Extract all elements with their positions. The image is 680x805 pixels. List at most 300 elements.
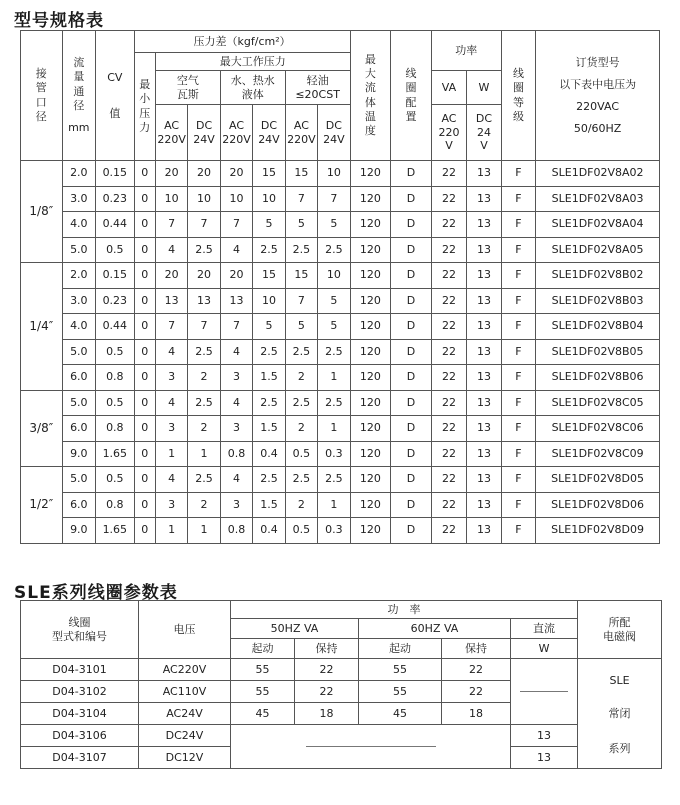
cv-value: 0.5 bbox=[96, 390, 135, 416]
air-ac220: 10 bbox=[155, 186, 187, 212]
power-va: 22 bbox=[431, 390, 467, 416]
cv-value: 0.5 bbox=[96, 237, 135, 263]
air-ac220: 13 bbox=[155, 288, 187, 314]
min-pressure: 0 bbox=[134, 161, 155, 187]
coil-config: D bbox=[391, 365, 432, 391]
power-va: 22 bbox=[431, 161, 467, 187]
coil-config-header: 线 圈 配 置 bbox=[391, 31, 432, 161]
cv-value: 1.65 bbox=[96, 518, 135, 544]
power-w: 13 bbox=[467, 314, 501, 340]
spec-row bbox=[21, 390, 660, 416]
cv-value: 0.5 bbox=[96, 339, 135, 365]
max-temp: 120 bbox=[350, 237, 391, 263]
air-dc24: 20 bbox=[188, 263, 220, 289]
power-va: 22 bbox=[431, 492, 467, 518]
max-temp: 120 bbox=[350, 314, 391, 340]
spec-row bbox=[21, 288, 660, 314]
power-va: 22 bbox=[431, 288, 467, 314]
flow-bore: 6.0 bbox=[62, 492, 95, 518]
hz50-header: 50HZ VA bbox=[231, 619, 359, 639]
water-ac220: 3 bbox=[220, 492, 252, 518]
flow-bore: 4.0 bbox=[62, 212, 95, 238]
cv-value: 0.8 bbox=[96, 416, 135, 442]
power-w: 13 bbox=[467, 467, 501, 493]
water-dc24: 2.5 bbox=[253, 237, 285, 263]
air-ac220: 4 bbox=[155, 390, 187, 416]
oil-dc24: 2.5 bbox=[318, 237, 350, 263]
coil-config: D bbox=[391, 186, 432, 212]
coil-grade: F bbox=[501, 263, 535, 289]
power-va: 22 bbox=[431, 365, 467, 391]
start-50: 45 bbox=[231, 703, 295, 725]
voltage-header: 电压 bbox=[139, 601, 231, 659]
air-dc24: 2.5 bbox=[188, 237, 220, 263]
light-oil-header: 轻油 ≤20CST bbox=[285, 71, 350, 105]
coil-grade: F bbox=[501, 212, 535, 238]
coil-grade: F bbox=[501, 237, 535, 263]
power-va: 22 bbox=[431, 416, 467, 442]
coil-grade: F bbox=[501, 416, 535, 442]
min-pressure: 0 bbox=[134, 237, 155, 263]
power-w: 13 bbox=[467, 390, 501, 416]
power-va: 22 bbox=[431, 314, 467, 340]
coil-config: D bbox=[391, 161, 432, 187]
oil-dc24: 0.3 bbox=[318, 518, 350, 544]
spec-row bbox=[21, 212, 660, 238]
cv-value: 1.65 bbox=[96, 441, 135, 467]
oil-ac220: 2.5 bbox=[285, 390, 317, 416]
flow-bore: 2.0 bbox=[62, 263, 95, 289]
power-w: 13 bbox=[467, 339, 501, 365]
order-model: SLE1DF02V8B04 bbox=[536, 314, 660, 340]
max-temp-header: 最 大 流 体 温 度 bbox=[350, 31, 391, 161]
spec-row bbox=[21, 416, 660, 442]
water-ac220: 7 bbox=[220, 314, 252, 340]
spec-row bbox=[21, 365, 660, 391]
dc-watt: 13 bbox=[511, 725, 578, 747]
coil-grade: F bbox=[501, 314, 535, 340]
dc-header: 直流 bbox=[511, 619, 578, 639]
power-w: 13 bbox=[467, 161, 501, 187]
oil-ac220: 2 bbox=[285, 416, 317, 442]
coil-grade: F bbox=[501, 492, 535, 518]
coil-config: D bbox=[391, 441, 432, 467]
spec-row bbox=[21, 186, 660, 212]
coil-config: D bbox=[391, 339, 432, 365]
min-pressure: 0 bbox=[134, 212, 155, 238]
coil-voltage: AC220V bbox=[139, 659, 231, 681]
spec-row bbox=[21, 263, 660, 289]
coil-code: D04-3104 bbox=[21, 703, 139, 725]
oil-dc24: 0.3 bbox=[318, 441, 350, 467]
air-dc24: 2 bbox=[188, 365, 220, 391]
coil-code: D04-3102 bbox=[21, 681, 139, 703]
air-dc24: 1 bbox=[188, 441, 220, 467]
coil-config: D bbox=[391, 237, 432, 263]
min-pressure: 0 bbox=[134, 467, 155, 493]
power-w: 13 bbox=[467, 263, 501, 289]
air-ac220: 20 bbox=[155, 263, 187, 289]
max-temp: 120 bbox=[350, 390, 391, 416]
oil-dc24: 5 bbox=[318, 212, 350, 238]
order-model: SLE1DF02V8B06 bbox=[536, 365, 660, 391]
air-ac220: 3 bbox=[155, 492, 187, 518]
spec-table bbox=[20, 30, 660, 544]
coil-grade: F bbox=[501, 365, 535, 391]
coil-config: D bbox=[391, 288, 432, 314]
order-model: SLE1DF02V8A04 bbox=[536, 212, 660, 238]
order-model: SLE1DF02V8C05 bbox=[536, 390, 660, 416]
water-dc24: 1.5 bbox=[253, 416, 285, 442]
oil-ac220: 5 bbox=[285, 314, 317, 340]
air-ac220: 7 bbox=[155, 314, 187, 340]
min-pressure: 0 bbox=[134, 263, 155, 289]
power-header-2: 功 率 bbox=[231, 601, 578, 619]
min-pressure: 0 bbox=[134, 186, 155, 212]
air-dc24: 1 bbox=[188, 518, 220, 544]
max-temp: 120 bbox=[350, 212, 391, 238]
hold-50-header: 保持 bbox=[295, 639, 359, 659]
oil-ac220: 0.5 bbox=[285, 518, 317, 544]
air-dc24: 10 bbox=[188, 186, 220, 212]
max-temp: 120 bbox=[350, 161, 391, 187]
oil-dc24: 5 bbox=[318, 314, 350, 340]
w-dc24-header: DC 24 V bbox=[467, 105, 501, 161]
water-ac220: 4 bbox=[220, 237, 252, 263]
oil-ac220-header: AC 220V bbox=[285, 105, 317, 161]
water-dc24: 0.4 bbox=[253, 441, 285, 467]
order-model: SLE1DF02V8D09 bbox=[536, 518, 660, 544]
hold-50: 22 bbox=[295, 681, 359, 703]
flow-bore: 3.0 bbox=[62, 288, 95, 314]
spec-row bbox=[21, 492, 660, 518]
water-dc24: 1.5 bbox=[253, 492, 285, 518]
start-50: 55 bbox=[231, 659, 295, 681]
max-temp: 120 bbox=[350, 441, 391, 467]
air-dc24: 2.5 bbox=[188, 339, 220, 365]
coil-grade: F bbox=[501, 467, 535, 493]
cv-header: CV 值 bbox=[96, 31, 135, 161]
water-dc24: 5 bbox=[253, 314, 285, 340]
coil-grade: F bbox=[501, 288, 535, 314]
order-model: SLE1DF02V8B05 bbox=[536, 339, 660, 365]
hold-60: 18 bbox=[442, 703, 511, 725]
coil-config: D bbox=[391, 390, 432, 416]
hz60-header: 60HZ VA bbox=[359, 619, 511, 639]
flow-bore: 5.0 bbox=[62, 339, 95, 365]
hold-50: 18 bbox=[295, 703, 359, 725]
valve-sle: SLE bbox=[578, 659, 662, 703]
dc-empty-cell bbox=[511, 659, 578, 725]
air-dc24: 7 bbox=[188, 212, 220, 238]
ac-empty-cell bbox=[231, 725, 511, 769]
power-w: 13 bbox=[467, 288, 501, 314]
valve-nc-series: 常闭 系列 bbox=[578, 703, 662, 769]
water-dc24: 10 bbox=[253, 288, 285, 314]
power-header: 功率 bbox=[431, 31, 501, 71]
oil-ac220: 15 bbox=[285, 161, 317, 187]
pipe-size-cell: 1/2″ bbox=[21, 467, 63, 544]
spec-row bbox=[21, 441, 660, 467]
coil-grade: F bbox=[501, 161, 535, 187]
cv-value: 0.23 bbox=[96, 186, 135, 212]
water-ac220: 4 bbox=[220, 467, 252, 493]
cv-value: 0.44 bbox=[96, 314, 135, 340]
water-ac220: 3 bbox=[220, 416, 252, 442]
cv-value: 0.8 bbox=[96, 365, 135, 391]
water-dc24-header: DC 24V bbox=[253, 105, 285, 161]
max-temp: 120 bbox=[350, 416, 391, 442]
hold-60: 22 bbox=[442, 659, 511, 681]
flow-bore: 6.0 bbox=[62, 365, 95, 391]
power-w: 13 bbox=[467, 518, 501, 544]
coil-config: D bbox=[391, 467, 432, 493]
water-ac220-header: AC 220V bbox=[220, 105, 252, 161]
flow-bore: 5.0 bbox=[62, 390, 95, 416]
power-w: 13 bbox=[467, 416, 501, 442]
pipe-size-cell: 1/4″ bbox=[21, 263, 63, 391]
water-dc24: 15 bbox=[253, 161, 285, 187]
oil-dc24: 7 bbox=[318, 186, 350, 212]
va-ac220-header: AC 220 V bbox=[431, 105, 467, 161]
max-temp: 120 bbox=[350, 288, 391, 314]
power-w: 13 bbox=[467, 212, 501, 238]
coil-config: D bbox=[391, 263, 432, 289]
oil-ac220: 5 bbox=[285, 212, 317, 238]
oil-dc24: 2.5 bbox=[318, 339, 350, 365]
order-model: SLE1DF02V8A02 bbox=[536, 161, 660, 187]
water-dc24: 0.4 bbox=[253, 518, 285, 544]
flow-bore: 5.0 bbox=[62, 237, 95, 263]
coil-config: D bbox=[391, 314, 432, 340]
cv-value: 0.5 bbox=[96, 467, 135, 493]
air-ac220: 4 bbox=[155, 339, 187, 365]
coil-voltage: AC24V bbox=[139, 703, 231, 725]
max-temp: 120 bbox=[350, 339, 391, 365]
spec-row bbox=[21, 518, 660, 544]
oil-dc24: 2.5 bbox=[318, 390, 350, 416]
water-ac220: 13 bbox=[220, 288, 252, 314]
air-dc24: 13 bbox=[188, 288, 220, 314]
flow-bore: 9.0 bbox=[62, 441, 95, 467]
oil-dc24: 1 bbox=[318, 365, 350, 391]
air-dc24: 2 bbox=[188, 492, 220, 518]
oil-ac220: 2.5 bbox=[285, 467, 317, 493]
power-va: 22 bbox=[431, 237, 467, 263]
coil-code: D04-3107 bbox=[21, 747, 139, 769]
start-60: 55 bbox=[359, 681, 442, 703]
power-va: 22 bbox=[431, 186, 467, 212]
order-model: SLE1DF02V8B02 bbox=[536, 263, 660, 289]
air-dc24: 20 bbox=[188, 161, 220, 187]
air-ac220: 4 bbox=[155, 237, 187, 263]
coil-grade-header: 线 圈 等 级 bbox=[501, 31, 535, 161]
cv-value: 0.8 bbox=[96, 492, 135, 518]
water-dc24: 1.5 bbox=[253, 365, 285, 391]
valve-header: 所配 电磁阀 bbox=[578, 601, 662, 659]
order-model: SLE1DF02V8A05 bbox=[536, 237, 660, 263]
power-va: 22 bbox=[431, 518, 467, 544]
coil-grade: F bbox=[501, 518, 535, 544]
power-w: 13 bbox=[467, 441, 501, 467]
power-va: 22 bbox=[431, 339, 467, 365]
oil-dc24: 1 bbox=[318, 492, 350, 518]
coil-grade: F bbox=[501, 390, 535, 416]
start-60-header: 起动 bbox=[359, 639, 442, 659]
pipe-size-header: 接 管 口 径 bbox=[21, 31, 63, 161]
flow-bore: 5.0 bbox=[62, 467, 95, 493]
va-header: VA bbox=[431, 71, 467, 105]
w-header: W bbox=[467, 71, 501, 105]
power-va: 22 bbox=[431, 212, 467, 238]
min-pressure: 0 bbox=[134, 339, 155, 365]
air-ac220: 1 bbox=[155, 518, 187, 544]
oil-ac220: 2.5 bbox=[285, 339, 317, 365]
water-ac220: 7 bbox=[220, 212, 252, 238]
coil-voltage: DC24V bbox=[139, 725, 231, 747]
oil-ac220: 0.5 bbox=[285, 441, 317, 467]
flow-bore: 6.0 bbox=[62, 416, 95, 442]
coil-table-title: SLE系列线圈参数表 bbox=[14, 583, 178, 603]
water-ac220: 0.8 bbox=[220, 518, 252, 544]
oil-dc24: 10 bbox=[318, 263, 350, 289]
pipe-size-cell: 3/8″ bbox=[21, 390, 63, 467]
spec-row bbox=[21, 237, 660, 263]
dash-line-wide bbox=[306, 746, 436, 747]
oil-dc24: 10 bbox=[318, 161, 350, 187]
water-dc24: 10 bbox=[253, 186, 285, 212]
hold-50: 22 bbox=[295, 659, 359, 681]
water-ac220: 10 bbox=[220, 186, 252, 212]
flow-bore: 3.0 bbox=[62, 186, 95, 212]
power-w: 13 bbox=[467, 237, 501, 263]
spec-row bbox=[21, 467, 660, 493]
power-va: 22 bbox=[431, 263, 467, 289]
order-model-header: 订货型号 以下表中电压为 220VAC 50/60HZ bbox=[536, 31, 660, 161]
power-w: 13 bbox=[467, 365, 501, 391]
min-pressure: 0 bbox=[134, 492, 155, 518]
flow-bore: 4.0 bbox=[62, 314, 95, 340]
water-dc24: 2.5 bbox=[253, 467, 285, 493]
start-60: 45 bbox=[359, 703, 442, 725]
cv-value: 0.15 bbox=[96, 161, 135, 187]
order-model: SLE1DF02V8C06 bbox=[536, 416, 660, 442]
coil-voltage: DC12V bbox=[139, 747, 231, 769]
max-temp: 120 bbox=[350, 186, 391, 212]
air-ac220: 3 bbox=[155, 365, 187, 391]
coil-config: D bbox=[391, 518, 432, 544]
air-gas-header: 空气 瓦斯 bbox=[155, 71, 220, 105]
oil-dc24: 5 bbox=[318, 288, 350, 314]
water-ac220: 3 bbox=[220, 365, 252, 391]
oil-ac220: 7 bbox=[285, 186, 317, 212]
water-ac220: 20 bbox=[220, 161, 252, 187]
power-va: 22 bbox=[431, 441, 467, 467]
flow-bore: 2.0 bbox=[62, 161, 95, 187]
coil-grade: F bbox=[501, 339, 535, 365]
cv-value: 0.15 bbox=[96, 263, 135, 289]
cv-value: 0.44 bbox=[96, 212, 135, 238]
flow-bore-header: 流 量 通 径 mm bbox=[62, 31, 95, 161]
spec-row bbox=[21, 339, 660, 365]
oil-ac220: 2.5 bbox=[285, 237, 317, 263]
power-w: 13 bbox=[467, 186, 501, 212]
min-pressure: 0 bbox=[134, 518, 155, 544]
oil-ac220: 2 bbox=[285, 492, 317, 518]
oil-dc24-header: DC 24V bbox=[318, 105, 350, 161]
max-temp: 120 bbox=[350, 467, 391, 493]
air-ac220-header: AC 220V bbox=[155, 105, 187, 161]
pipe-size-cell: 1/8″ bbox=[21, 161, 63, 263]
max-working-pressure-header: 最大工作压力 bbox=[155, 53, 350, 71]
air-dc24-header: DC 24V bbox=[188, 105, 220, 161]
air-dc24: 2 bbox=[188, 416, 220, 442]
coil-grade: F bbox=[501, 441, 535, 467]
coil-code: D04-3106 bbox=[21, 725, 139, 747]
air-ac220: 3 bbox=[155, 416, 187, 442]
water-ac220: 0.8 bbox=[220, 441, 252, 467]
air-dc24: 2.5 bbox=[188, 390, 220, 416]
flow-bore: 9.0 bbox=[62, 518, 95, 544]
air-ac220: 20 bbox=[155, 161, 187, 187]
oil-ac220: 7 bbox=[285, 288, 317, 314]
water-ac220: 4 bbox=[220, 390, 252, 416]
min-pressure: 0 bbox=[134, 314, 155, 340]
spec-row bbox=[21, 161, 660, 187]
coil-config: D bbox=[391, 492, 432, 518]
min-pressure: 0 bbox=[134, 441, 155, 467]
min-pressure: 0 bbox=[134, 288, 155, 314]
oil-dc24: 1 bbox=[318, 416, 350, 442]
coil-voltage: AC110V bbox=[139, 681, 231, 703]
max-temp: 120 bbox=[350, 263, 391, 289]
pressure-diff-header: 压力差（kgf/cm²） bbox=[134, 31, 350, 53]
air-dc24: 7 bbox=[188, 314, 220, 340]
order-model: SLE1DF02V8D05 bbox=[536, 467, 660, 493]
water-dc24: 5 bbox=[253, 212, 285, 238]
max-temp: 120 bbox=[350, 365, 391, 391]
hold-60: 22 bbox=[442, 681, 511, 703]
oil-ac220: 2 bbox=[285, 365, 317, 391]
cv-value: 0.23 bbox=[96, 288, 135, 314]
w-unit-header: W bbox=[511, 639, 578, 659]
coil-model-header: 线圈 型式和编号 bbox=[21, 601, 139, 659]
air-dc24: 2.5 bbox=[188, 467, 220, 493]
oil-ac220: 15 bbox=[285, 263, 317, 289]
water-ac220: 4 bbox=[220, 339, 252, 365]
air-ac220: 7 bbox=[155, 212, 187, 238]
spec-row bbox=[21, 314, 660, 340]
coil-config: D bbox=[391, 212, 432, 238]
max-temp: 120 bbox=[350, 518, 391, 544]
min-pressure: 0 bbox=[134, 416, 155, 442]
min-pressure-header: 最 小 压 力 bbox=[134, 53, 155, 161]
air-ac220: 4 bbox=[155, 467, 187, 493]
order-model: SLE1DF02V8A03 bbox=[536, 186, 660, 212]
start-50: 55 bbox=[231, 681, 295, 703]
water-ac220: 20 bbox=[220, 263, 252, 289]
start-60: 55 bbox=[359, 659, 442, 681]
order-model: SLE1DF02V8B03 bbox=[536, 288, 660, 314]
min-pressure: 0 bbox=[134, 365, 155, 391]
oil-dc24: 2.5 bbox=[318, 467, 350, 493]
dc-watt: 13 bbox=[511, 747, 578, 769]
start-50-header: 起动 bbox=[231, 639, 295, 659]
power-va: 22 bbox=[431, 467, 467, 493]
order-model: SLE1DF02V8C09 bbox=[536, 441, 660, 467]
water-dc24: 2.5 bbox=[253, 390, 285, 416]
max-temp: 120 bbox=[350, 492, 391, 518]
